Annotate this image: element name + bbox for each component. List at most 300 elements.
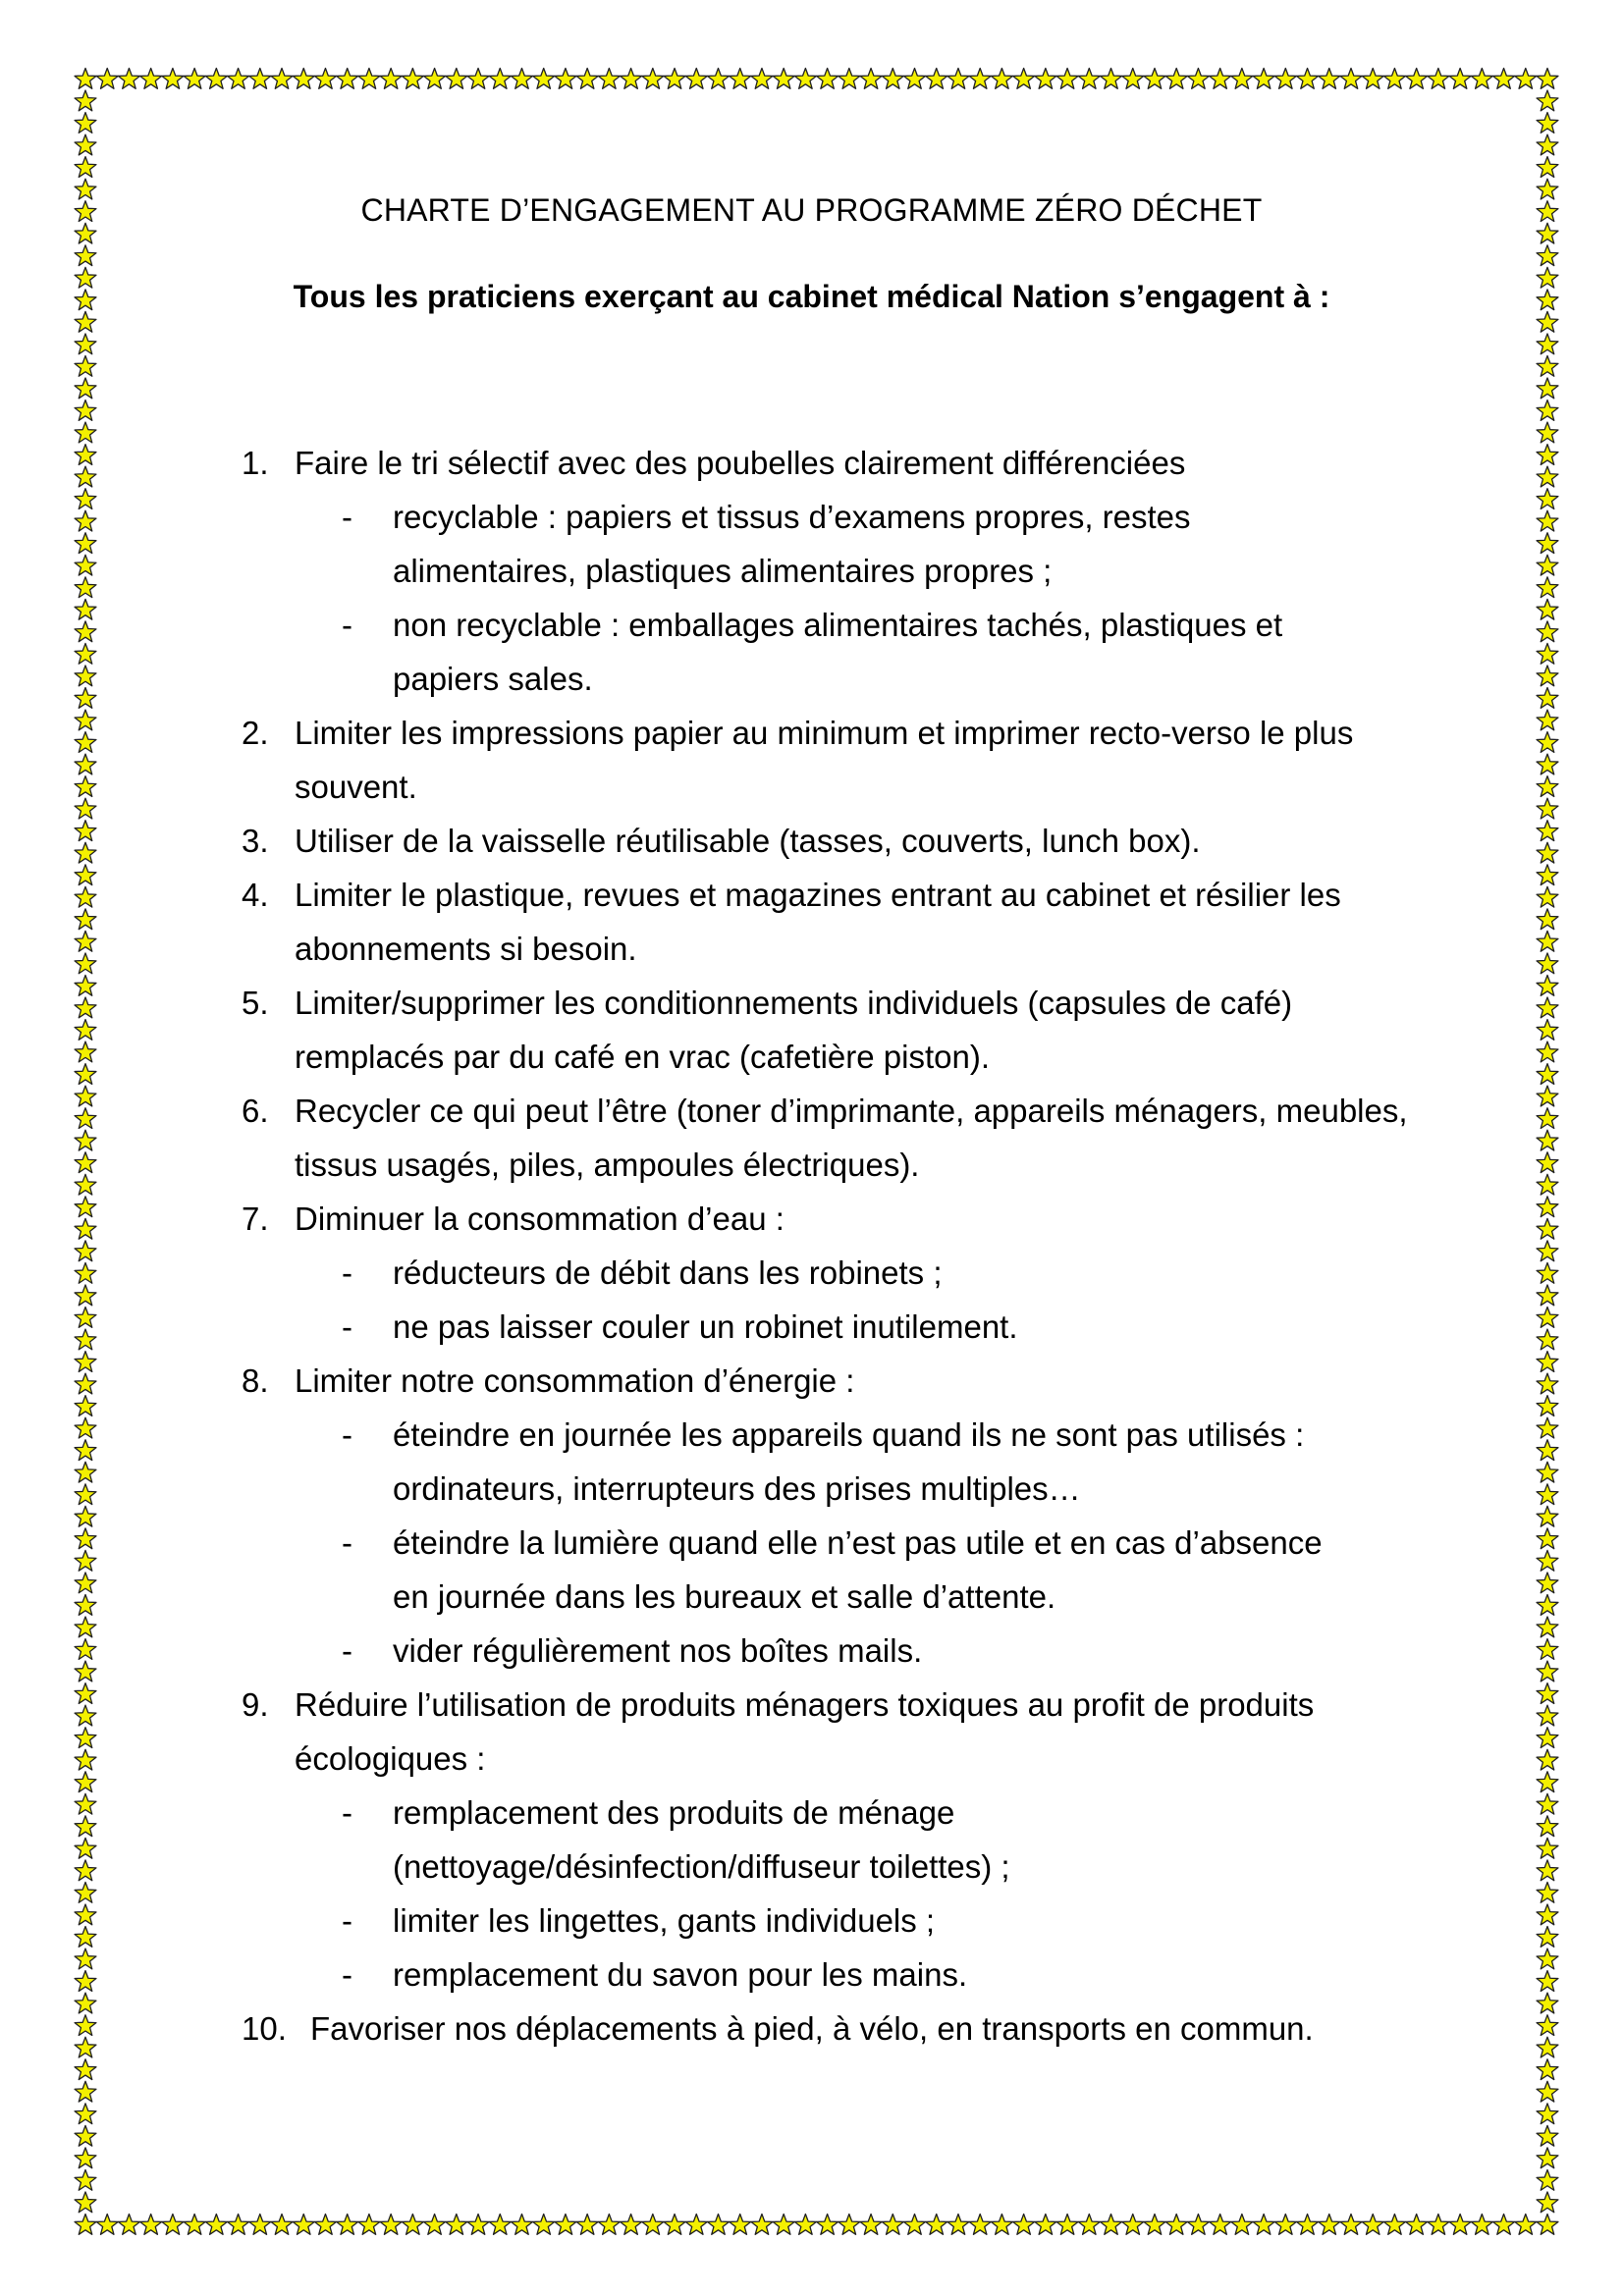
star-icon [1537, 1174, 1558, 1195]
star-icon [1319, 2215, 1340, 2235]
star-icon [293, 2215, 314, 2235]
star-icon [1537, 1860, 1558, 1881]
star-icon [1537, 489, 1558, 509]
sub-item [295, 1894, 1355, 1948]
star-icon [1384, 69, 1406, 89]
star-icon [1537, 1661, 1558, 1682]
star-icon [1537, 1816, 1558, 1837]
star-icon [1537, 400, 1558, 421]
star-icon [1537, 2104, 1558, 2124]
star-icon [882, 69, 903, 89]
dash-marker: - [342, 1902, 352, 1939]
star-icon [75, 2169, 96, 2190]
star-icon [1537, 975, 1558, 995]
star-icon [1493, 69, 1515, 89]
star-icon [1165, 69, 1187, 89]
star-icon [1537, 909, 1558, 930]
star-icon [1537, 113, 1558, 133]
star-icon [75, 90, 96, 111]
star-icon [75, 1617, 96, 1637]
star-icon [358, 69, 380, 89]
star-icon [794, 69, 816, 89]
dash-marker: - [342, 607, 352, 643]
commitment-item [242, 706, 1449, 814]
star-icon [512, 69, 533, 89]
document-subtitle: Tous les praticiens exerçant au cabinet médical Nation s’engagent à : [293, 279, 1330, 314]
star-icon [380, 2215, 402, 2235]
star-icon [1253, 2215, 1274, 2235]
star-icon [75, 1285, 96, 1306]
star-icon [75, 400, 96, 421]
star-icon [1537, 90, 1558, 111]
sub-item [295, 1948, 1355, 2002]
star-icon [904, 69, 926, 89]
star-icon [576, 69, 598, 89]
star-icon [1537, 732, 1558, 753]
document-title: CHARTE D’ENGAGEMENT AU PROGRAMME ZÉRO DÉCHET [360, 192, 1263, 228]
sub-item-text: recyclable : papiers et tissus d’examens propres, restes alimentaires, plastiques alimentaires propres ; [393, 499, 1191, 589]
star-icon [75, 1993, 96, 2013]
star-icon [75, 798, 96, 819]
star-icon [75, 1174, 96, 1195]
star-icon [533, 69, 555, 89]
star-icon [1537, 1728, 1558, 1748]
star-icon [75, 2037, 96, 2057]
star-icon [991, 69, 1012, 89]
star-icon [904, 2215, 926, 2235]
star-icon [75, 953, 96, 974]
star-icon [969, 69, 991, 89]
star-icon [730, 2215, 751, 2235]
star-icon [75, 1440, 96, 1461]
dash-marker: - [342, 1794, 352, 1831]
sub-item [295, 1408, 1355, 1516]
star-icon [1537, 1329, 1558, 1350]
star-icon [1297, 69, 1319, 89]
star-icon [1515, 2215, 1537, 2235]
star-icon [1210, 2215, 1231, 2235]
star-icon [1297, 2215, 1319, 2235]
star-icon [75, 445, 96, 465]
star-icon [1537, 865, 1558, 885]
star-icon [1537, 1971, 1558, 1992]
star-icon [1537, 953, 1558, 974]
star-icon [1537, 754, 1558, 774]
star-icon [1537, 1617, 1558, 1637]
dash-marker: - [342, 499, 352, 535]
commitment-text: Limiter les impressions papier au minimum et imprimer recto-verso le plus souvent. [295, 715, 1354, 805]
commitment-text: Limiter le plastique, revues et magazines entrant au cabinet et résilier les abonnements si besoin. [295, 877, 1341, 967]
star-icon [1101, 69, 1122, 89]
star-icon [1340, 69, 1362, 89]
star-icon [271, 69, 293, 89]
commitment-item [242, 1084, 1449, 1192]
star-icon [75, 997, 96, 1018]
star-icon [1537, 1882, 1558, 1902]
star-icon [75, 2059, 96, 2080]
commitment-text: Diminuer la consommation d’eau : [295, 1201, 784, 1237]
star-icon [1537, 510, 1558, 531]
star-icon [1537, 245, 1558, 266]
commitment-text: Recycler ce qui peut l’être (toner d’imprimante, appareils ménagers, meubles, tissus usagés, piles, ampoules électriques). [295, 1093, 1408, 1183]
star-icon [1537, 2037, 1558, 2057]
star-icon [380, 69, 402, 89]
star-icon [1253, 69, 1274, 89]
star-icon [140, 69, 162, 89]
star-icon [75, 1949, 96, 1969]
star-icon [75, 1971, 96, 1992]
star-icon [1537, 1218, 1558, 1239]
star-icon [119, 2215, 140, 2235]
star-icon [75, 2125, 96, 2146]
commitment-number: 7. [242, 1201, 269, 1237]
star-icon [75, 1793, 96, 1814]
star-icon [75, 1064, 96, 1085]
commitment-number: 2. [242, 715, 269, 751]
star-icon [1537, 1506, 1558, 1526]
dash-marker: - [342, 1524, 352, 1561]
star-icon [1537, 555, 1558, 575]
star-icon [947, 69, 969, 89]
star-icon [664, 2215, 685, 2235]
star-icon [424, 2215, 446, 2235]
star-icon [75, 1550, 96, 1571]
star-icon [1537, 1130, 1558, 1150]
commitment-item [242, 814, 1449, 868]
star-icon [337, 69, 358, 89]
star-icon [402, 2215, 423, 2235]
star-icon [75, 1728, 96, 1748]
star-icon [1537, 821, 1558, 841]
commitment-text: Favoriser nos déplacements à pied, à vélo, en transports en commun. [310, 2010, 1314, 2047]
star-icon [75, 1484, 96, 1505]
star-icon [1537, 577, 1558, 598]
star-icon [1537, 134, 1558, 155]
dash-marker: - [342, 1308, 352, 1345]
star-icon [75, 157, 96, 178]
star-icon [1035, 2215, 1056, 2235]
dash-marker: - [342, 1632, 352, 1669]
star-icon [75, 821, 96, 841]
star-icon [75, 1020, 96, 1041]
star-icon [1384, 2215, 1406, 2235]
star-icon [75, 1130, 96, 1150]
sub-item-text: remplacement des produits de ménage (nettoyage/désinfection/diffuseur toilettes) ; [393, 1794, 1010, 1885]
star-icon [1013, 2215, 1035, 2235]
star-icon [446, 69, 467, 89]
star-icon [882, 2215, 903, 2235]
star-icon [1537, 1573, 1558, 1593]
star-icon [1187, 69, 1209, 89]
star-icon [75, 1506, 96, 1526]
star-icon [249, 2215, 271, 2235]
star-icon [75, 378, 96, 399]
star-icon [1493, 2215, 1515, 2235]
commitment-text: Utiliser de la vaisselle réutilisable (tasses, couverts, lunch box). [295, 823, 1201, 859]
star-icon [402, 69, 423, 89]
commitment-item [242, 1192, 1449, 1354]
commitment-text: Limiter notre consommation d’énergie : [295, 1362, 855, 1399]
star-icon [1537, 1086, 1558, 1106]
commitment-item [242, 436, 1449, 706]
dash-marker: - [342, 1255, 352, 1291]
star-icon [75, 599, 96, 619]
star-icon [1537, 643, 1558, 664]
star-icon [75, 643, 96, 664]
star-icon [75, 2215, 96, 2235]
star-icon [1537, 1352, 1558, 1372]
star-icon [1537, 1064, 1558, 1085]
star-icon [1537, 445, 1558, 465]
star-icon [730, 69, 751, 89]
star-icon [860, 69, 882, 89]
commitment-item [242, 2002, 1449, 2056]
star-icon [424, 69, 446, 89]
star-icon [947, 2215, 969, 2235]
star-icon [1340, 2215, 1362, 2235]
star-icon [1078, 69, 1100, 89]
star-icon [1187, 2215, 1209, 2235]
star-icon [75, 1241, 96, 1261]
sub-item-text: remplacement du savon pour les mains. [393, 1956, 968, 1993]
star-icon [467, 2215, 489, 2235]
star-icon [794, 2215, 816, 2235]
star-icon [75, 776, 96, 797]
star-icon [75, 1683, 96, 1704]
star-icon [598, 69, 620, 89]
star-icon [773, 69, 794, 89]
star-icon [228, 2215, 249, 2235]
star-icon [817, 69, 839, 89]
star-icon [228, 69, 249, 89]
star-icon [1210, 69, 1231, 89]
star-icon [271, 2215, 293, 2235]
star-icon [1537, 1373, 1558, 1394]
commitment-number: 5. [242, 985, 269, 1021]
star-icon [1537, 1550, 1558, 1571]
star-icon [751, 2215, 773, 2235]
star-icon [1537, 1041, 1558, 1062]
star-icon [446, 2215, 467, 2235]
star-icon [926, 69, 947, 89]
star-icon [140, 2215, 162, 2235]
star-icon [1537, 886, 1558, 907]
star-icon [1537, 842, 1558, 863]
star-icon [75, 1705, 96, 1726]
star-icon [1362, 69, 1383, 89]
star-icon [96, 69, 118, 89]
star-icon [1537, 2215, 1558, 2235]
star-icon [75, 334, 96, 354]
star-icon [75, 245, 96, 266]
star-icon [75, 555, 96, 575]
star-icon [1537, 1417, 1558, 1438]
star-icon [75, 909, 96, 930]
star-icon [75, 1904, 96, 1925]
star-icon [1537, 157, 1558, 178]
star-icon [75, 666, 96, 686]
star-icon [1537, 1241, 1558, 1261]
star-icon [75, 886, 96, 907]
star-icon [708, 69, 730, 89]
star-icon [75, 2192, 96, 2213]
star-icon [685, 69, 707, 89]
star-icon [1537, 997, 1558, 1018]
commitment-list [242, 436, 1449, 2056]
star-icon [1537, 1793, 1558, 1814]
star-icon [75, 69, 96, 89]
commitment-text: Faire le tri sélectif avec des poubelles clairement différenciées [295, 445, 1186, 481]
sub-item [295, 1624, 1355, 1678]
sub-list [295, 490, 1449, 706]
star-icon [839, 2215, 860, 2235]
star-icon [576, 2215, 598, 2235]
star-icon [75, 2015, 96, 2036]
star-icon [75, 1927, 96, 1948]
sub-item-text: vider régulièrement nos boîtes mails. [393, 1632, 923, 1669]
star-icon [926, 2215, 947, 2235]
star-icon [1537, 1639, 1558, 1660]
star-icon [1449, 69, 1471, 89]
commitment-number: 9. [242, 1686, 269, 1723]
star-icon [75, 2148, 96, 2168]
star-icon [1537, 1308, 1558, 1328]
commitment-number: 3. [242, 823, 269, 859]
star-icon [467, 69, 489, 89]
sub-item-text: réducteurs de débit dans les robinets ; [393, 1255, 943, 1291]
star-icon [555, 69, 576, 89]
star-icon [860, 2215, 882, 2235]
star-icon [664, 69, 685, 89]
star-icon [708, 2215, 730, 2235]
star-icon [1406, 69, 1428, 89]
sub-item-text: non recyclable : emballages alimentaires tachés, plastiques et papiers sales. [393, 607, 1283, 697]
star-icon [1537, 1749, 1558, 1770]
star-icon [1122, 69, 1144, 89]
star-icon [555, 2215, 576, 2235]
star-icon [75, 577, 96, 598]
star-icon [75, 1838, 96, 1858]
star-icon [642, 69, 664, 89]
star-icon [1362, 2215, 1383, 2235]
sub-list [295, 1786, 1449, 2002]
star-icon [1537, 1108, 1558, 1129]
star-icon [75, 1352, 96, 1372]
star-icon [621, 2215, 642, 2235]
star-icon [1537, 1484, 1558, 1505]
star-icon [75, 1108, 96, 1129]
star-icon [75, 1417, 96, 1438]
star-icon [1274, 69, 1296, 89]
star-icon [75, 355, 96, 376]
star-icon [621, 69, 642, 89]
sub-item [295, 1246, 1355, 1300]
star-icon [162, 69, 184, 89]
dash-marker: - [342, 1956, 352, 1993]
star-icon [75, 1573, 96, 1593]
star-icon [75, 1528, 96, 1549]
star-icon [184, 2215, 205, 2235]
star-icon [1537, 422, 1558, 443]
star-icon [75, 621, 96, 642]
star-icon [75, 1329, 96, 1350]
star-icon [1537, 798, 1558, 819]
star-icon [1537, 1462, 1558, 1482]
star-icon [162, 2215, 184, 2235]
star-icon [75, 1749, 96, 1770]
commitment-item [242, 1678, 1449, 2002]
star-icon [75, 732, 96, 753]
star-icon [75, 1041, 96, 1062]
commitment-number: 8. [242, 1362, 269, 1399]
star-icon [1537, 1396, 1558, 1416]
star-icon [1537, 1949, 1558, 1969]
star-icon [1319, 69, 1340, 89]
star-icon [1406, 2215, 1428, 2235]
star-icon [75, 1661, 96, 1682]
star-icon [75, 113, 96, 133]
star-icon [75, 1594, 96, 1615]
star-icon [1537, 2015, 1558, 2036]
commitment-item [242, 1354, 1449, 1678]
star-icon [1537, 69, 1558, 89]
star-icon [75, 688, 96, 709]
star-icon [96, 2215, 118, 2235]
star-icon [817, 2215, 839, 2235]
sub-list [295, 1246, 1449, 1354]
star-icon [1537, 621, 1558, 642]
star-icon [75, 1816, 96, 1837]
star-icon [533, 2215, 555, 2235]
star-icon [1537, 599, 1558, 619]
star-icon [1537, 1152, 1558, 1173]
commitment-text: Réduire l’utilisation de produits ménagers toxiques au profit de produits écologiques : [295, 1686, 1315, 1777]
star-icon [75, 422, 96, 443]
star-icon [1537, 2169, 1558, 2190]
star-icon [1122, 2215, 1144, 2235]
star-icon [75, 754, 96, 774]
star-icon [1537, 1927, 1558, 1948]
star-icon [75, 1882, 96, 1902]
sub-item [295, 1516, 1355, 1624]
star-icon [75, 842, 96, 863]
commitment-item [242, 976, 1449, 1084]
star-icon [75, 1772, 96, 1792]
star-icon [1537, 2059, 1558, 2080]
star-icon [512, 2215, 533, 2235]
commitment-number: 10. [242, 2010, 287, 2047]
star-icon [75, 1152, 96, 1173]
star-icon [75, 710, 96, 730]
commitment-number: 4. [242, 877, 269, 913]
star-icon [1013, 69, 1035, 89]
star-icon [75, 1639, 96, 1660]
star-icon [75, 533, 96, 554]
star-icon [75, 1373, 96, 1394]
star-icon [315, 2215, 337, 2235]
sub-item [295, 490, 1355, 598]
star-icon [1537, 1020, 1558, 1041]
sub-item [295, 1786, 1355, 1894]
star-icon [1537, 1285, 1558, 1306]
star-icon [1471, 2215, 1492, 2235]
star-icon [249, 69, 271, 89]
star-icon [1274, 2215, 1296, 2235]
sub-item-text: éteindre la lumière quand elle n’est pas utile et en cas d’absence en journée dans les bureaux et salle d’attente. [393, 1524, 1323, 1615]
star-icon [75, 1262, 96, 1283]
star-icon [1537, 2192, 1558, 2213]
star-icon [489, 69, 511, 89]
